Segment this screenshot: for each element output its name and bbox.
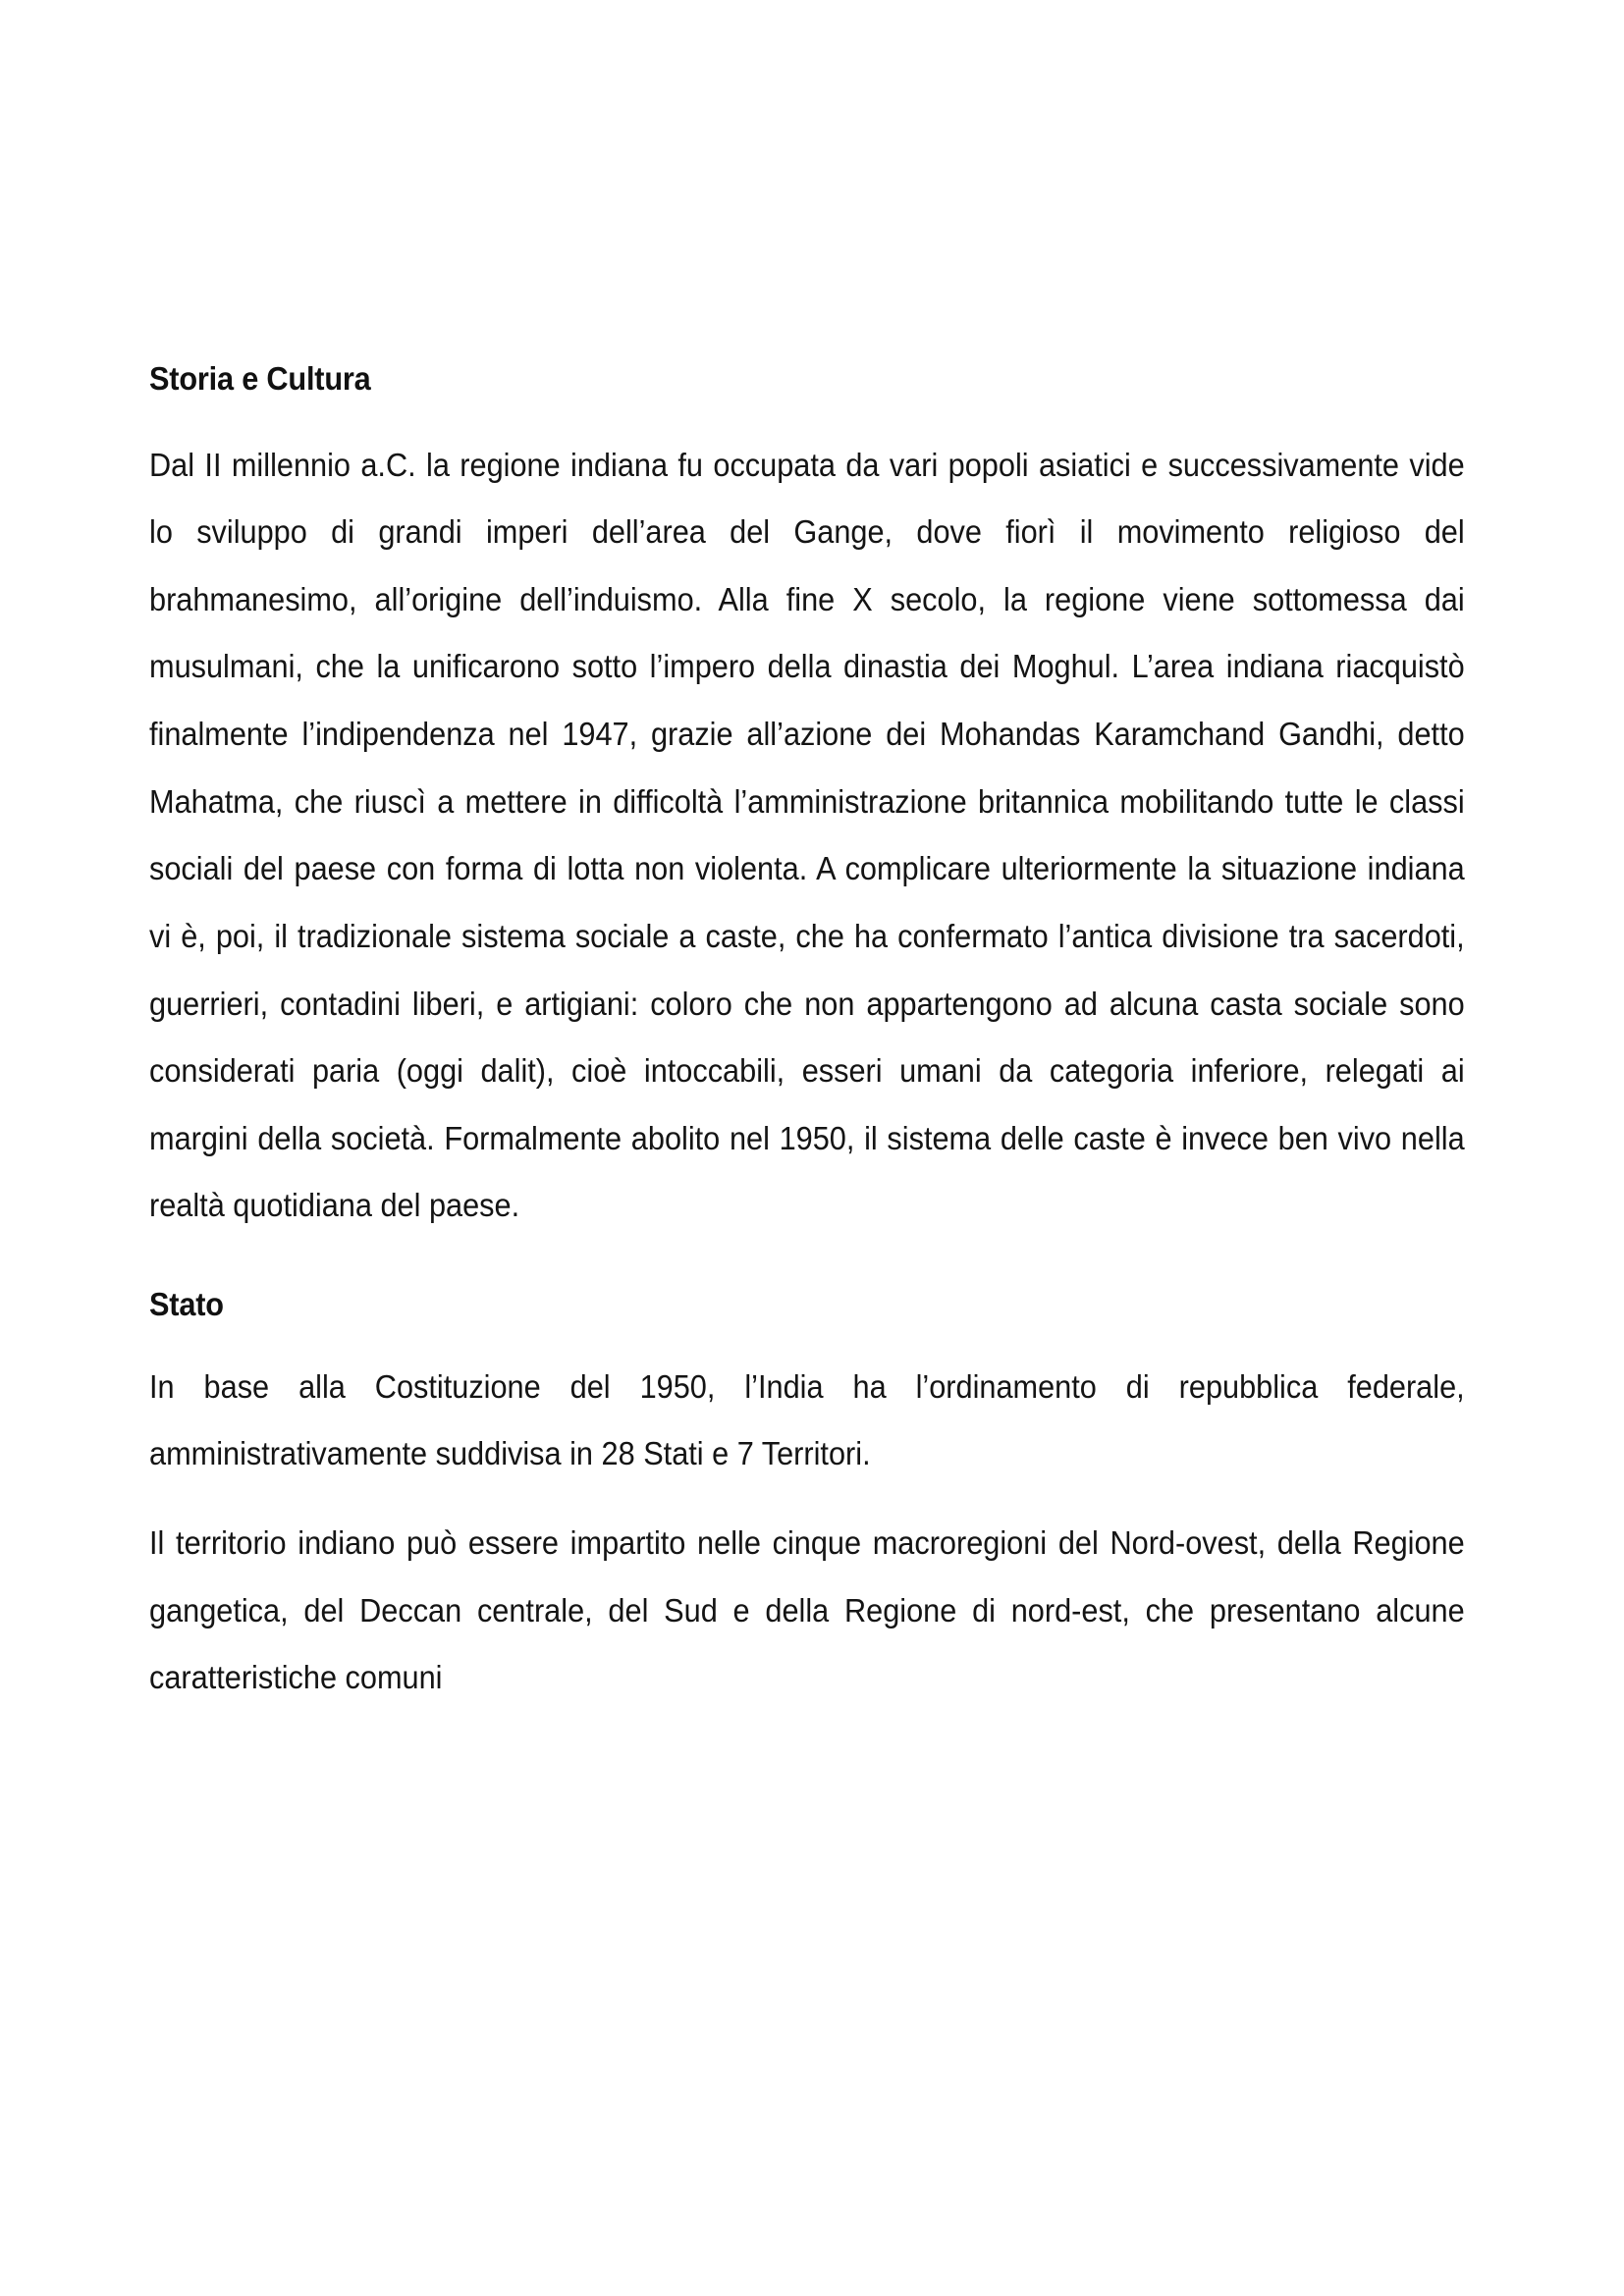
- section-heading-stato: Stato: [149, 1286, 224, 1323]
- paragraph-stato-costituzione: In base alla Costituzione del 1950, l’India ha l’ordinamento di repubblica federale, amministrativamente suddivisa in 28 Stati e 7 Territori.: [149, 1367, 1465, 1472]
- paragraph-stato-macroregioni: Il territorio indiano può essere impartito nelle cinque macroregioni del Nord-ovest, della Regione gangetica, del Deccan centrale, del Sud e della Regione di nord-est, che presentano alcune caratteristiche comuni: [149, 1523, 1465, 1696]
- paragraph-storia-e-cultura: Dal II millennio a.C. la regione indiana fu occupata da vari popoli asiatici e successivamente vide lo sviluppo di grandi imperi dell’area del Gange, dove fiorì il movimento religioso del brahmanesimo, all’origine dell’induismo. Alla fine X secolo, la regione viene sottomessa dai musulmani, che la unificarono sotto l’impero della dinastia dei Moghul. L’area indiana riacquistò finalmente l’indipendenza nel 1947, grazie all’azione dei Mohandas Karamchand Gandhi, detto Mahatma, che riuscì a mettere in difficoltà l’amministrazione britannica mobilitando tutte le classi sociali del paese con forma di lotta non violenta. A complicare ulteriormente la situazione indiana vi è, poi, il tradizionale sistema sociale a caste, che ha confermato l’antica divisione tra sacerdoti, guerrieri, contadini liberi, e artigiani: coloro che non appartengono ad alcuna casta sociale sono considerati paria (oggi dalit), cioè intoccabili, esseri umani da categoria inferiore, relegati ai margini della società. Formalmente abolito nel 1950, il sistema delle caste è invece ben vivo nella realtà quotidiana del paese.: [149, 446, 1465, 1224]
- document-body: [149, 359, 1465, 1712]
- section-heading-storia-e-cultura: Storia e Cultura: [149, 360, 371, 397]
